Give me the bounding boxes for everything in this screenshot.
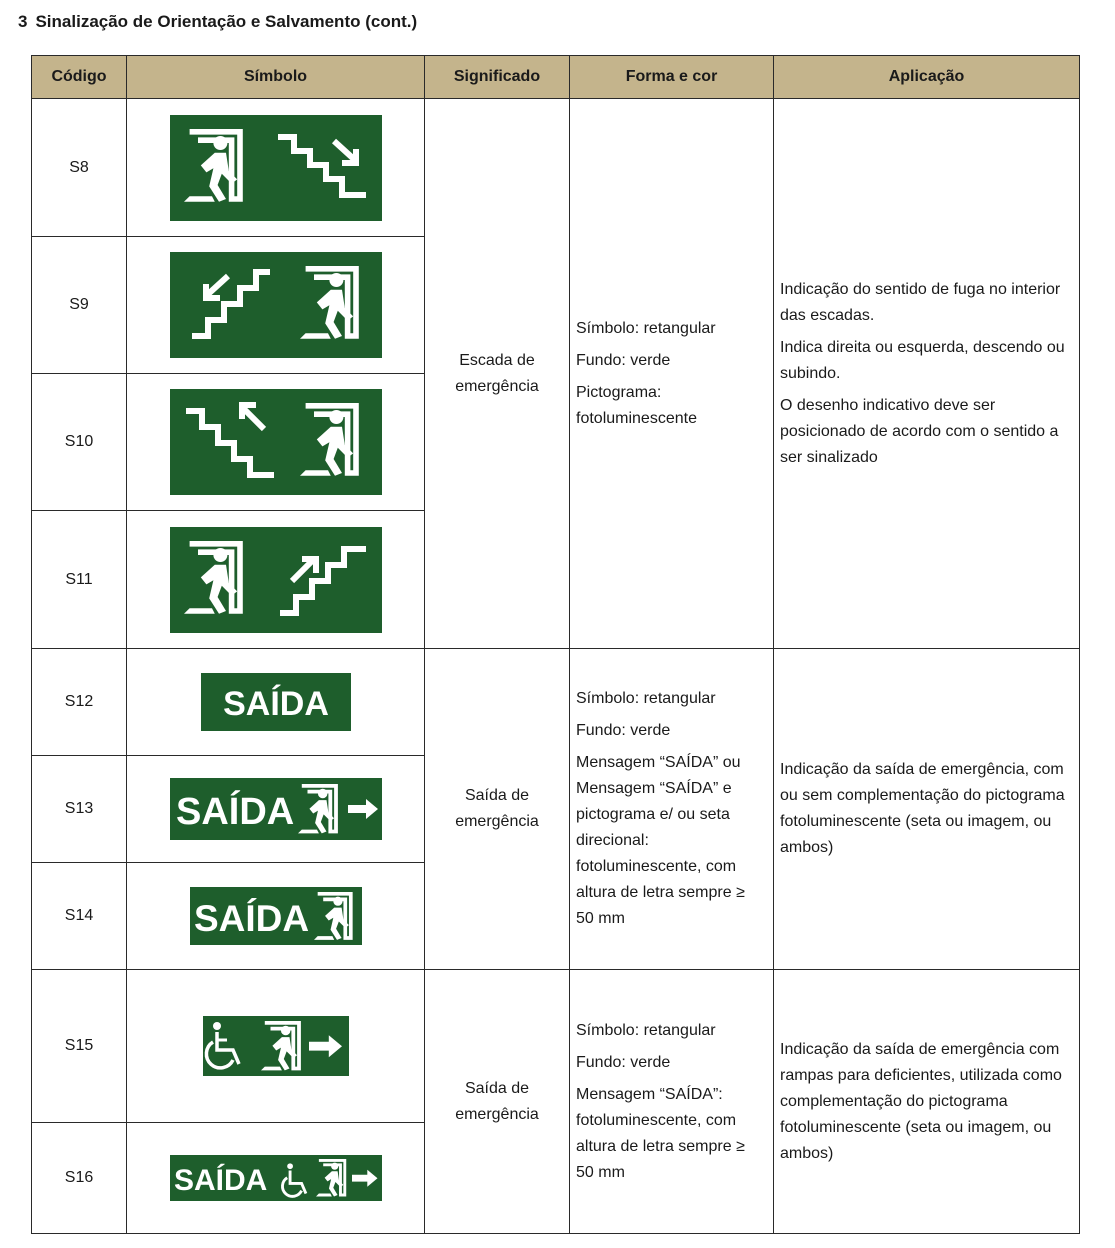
symbol-cell [127, 970, 425, 1123]
meaning-cell [425, 970, 570, 1234]
code-cell: S8 [32, 99, 127, 237]
meaning-line: emergência [455, 1105, 539, 1123]
form-line: Fundo: verde [576, 351, 671, 369]
section-title-text: Sinalização de Orientação e Salvamento (cont.) [35, 12, 418, 31]
code-cell: S11 [32, 511, 127, 649]
meaning-line: emergência [455, 377, 539, 395]
meaning-line: Escada de [459, 351, 535, 369]
sign-s9 [170, 252, 382, 358]
header-forma-cor: Forma e cor [570, 56, 774, 99]
form-line: Pictograma: fotoluminescente [576, 383, 697, 427]
sign-s12 [201, 673, 351, 731]
application-line: Indicação do sentido de fuga no interior das escadas. [780, 280, 1061, 324]
symbol-cell [127, 649, 425, 756]
form-line: Símbolo: retangular [576, 1021, 716, 1039]
section-number: 3 [18, 12, 28, 31]
header-codigo: Código [32, 56, 127, 99]
sign-text: SAÍDA [193, 898, 309, 939]
header-aplicacao: Aplicação [774, 56, 1080, 99]
code-cell: S12 [32, 649, 127, 756]
meaning-line: emergência [455, 813, 539, 830]
table-row [32, 970, 1080, 1123]
application-cell [774, 99, 1080, 649]
sign-s14 [190, 887, 362, 945]
sign-s10 [170, 389, 382, 495]
section-title [18, 12, 417, 32]
sign-text: SAÍDA [175, 791, 294, 833]
code-cell: S9 [32, 237, 127, 374]
symbol-cell [127, 374, 425, 511]
form-line: Fundo: verde [576, 1053, 671, 1071]
sign-text: SAÍDA [222, 685, 329, 723]
symbol-cell [127, 1123, 425, 1234]
form-line: Fundo: verde [576, 722, 671, 739]
header-significado: Significado [425, 56, 570, 99]
form-line: Mensagem “SAÍDA” ou Mensagem “SAÍDA” e pictograma e/ ou seta direcional: fotoluminescente, com altura de letra sempre ≥ 50 mm [576, 754, 745, 927]
meaning-cell [425, 99, 570, 649]
sign-text: SAÍDA [173, 1164, 267, 1197]
meaning-line: Saída de [464, 787, 530, 804]
table-header-row [32, 56, 1080, 99]
symbol-cell [127, 511, 425, 649]
meaning-cell [425, 649, 570, 970]
form-cell [570, 649, 774, 970]
application-line: Indicação da saída de emergência com rampas para deficientes, utilizada como complementação do pictograma fotoluminescente (seta ou imagem, ou ambos) [780, 1040, 1062, 1162]
sign-s13 [170, 778, 382, 840]
application-cell [774, 970, 1080, 1234]
signage-table [31, 55, 1080, 1234]
symbol-cell [127, 99, 425, 237]
symbol-cell [127, 756, 425, 863]
sign-s8 [170, 115, 382, 221]
form-line: Símbolo: retangular [576, 690, 716, 707]
application-line: Indicação da saída de emergência, com ou sem complementação do pictograma fotoluminescente (seta ou imagem, ou ambos) [780, 761, 1065, 856]
symbol-cell [127, 863, 425, 970]
code-cell: S16 [32, 1123, 127, 1234]
sign-s11 [170, 527, 382, 633]
sign-s15 [203, 1016, 349, 1076]
sign-s16 [170, 1155, 382, 1201]
form-line: Símbolo: retangular [576, 319, 716, 337]
application-cell [774, 649, 1080, 970]
code-cell: S13 [32, 756, 127, 863]
table-row [32, 649, 1080, 756]
application-line: Indica direita ou esquerda, descendo ou subindo. [780, 338, 1065, 382]
meaning-line: Saída de [464, 1079, 530, 1097]
application-line: O desenho indicativo deve ser posicionado de acordo com o sentido a ser sinalizado [780, 396, 1059, 466]
form-line: Mensagem “SAÍDA”: fotoluminescente, com altura de letra sempre ≥ 50 mm [576, 1085, 745, 1181]
form-cell [570, 970, 774, 1234]
symbol-cell [127, 237, 425, 374]
form-cell [570, 99, 774, 649]
code-cell: S10 [32, 374, 127, 511]
code-cell: S15 [32, 970, 127, 1123]
table-row [32, 99, 1080, 237]
header-simbolo: Símbolo [127, 56, 425, 99]
code-cell: S14 [32, 863, 127, 970]
